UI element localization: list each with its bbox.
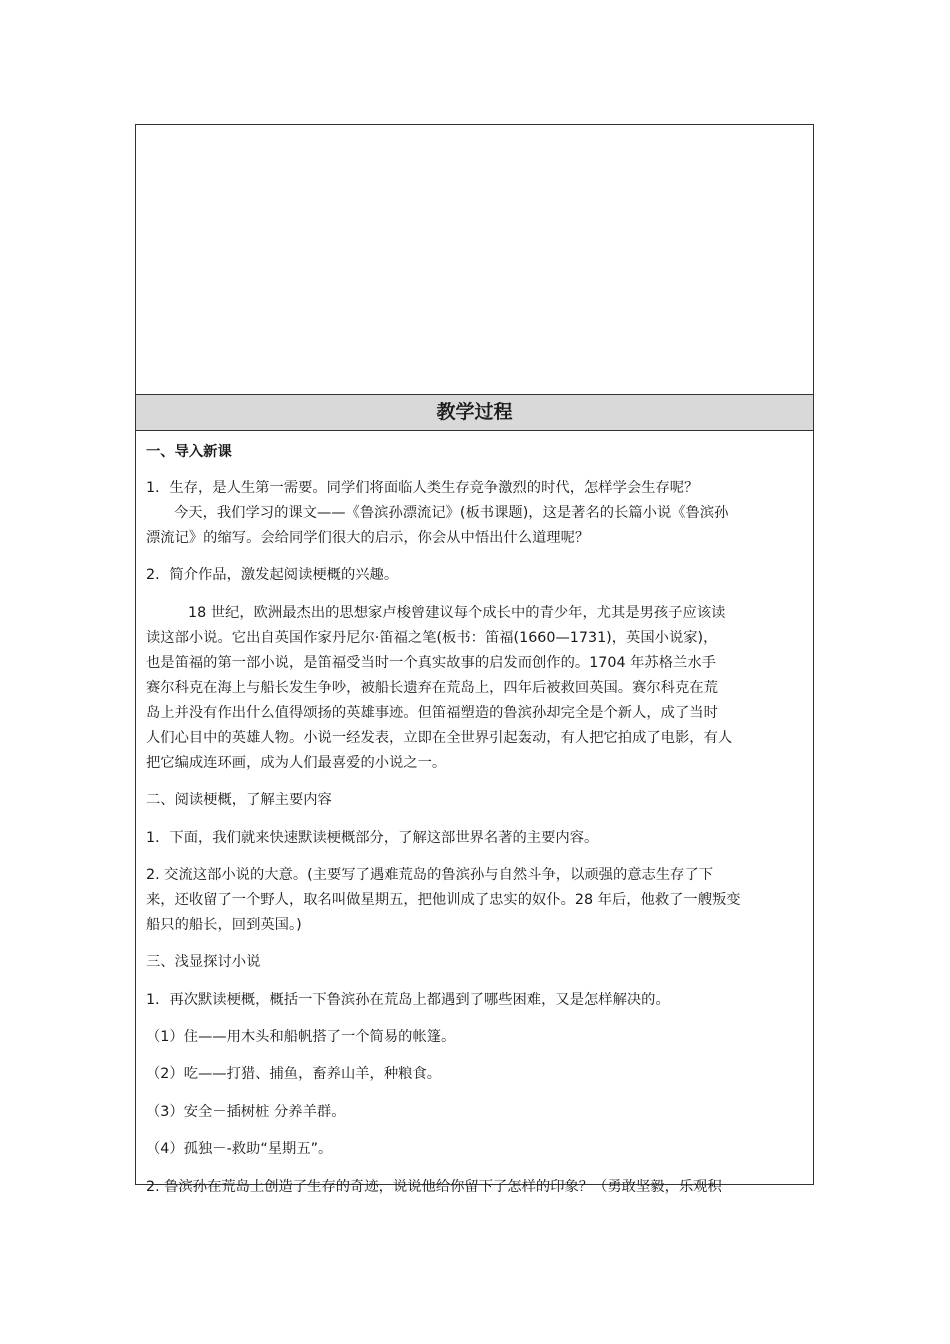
paragraph: 1．再次默读梗概，概括一下鲁滨孙在荒岛上都遇到了哪些困难，又是怎样解决的。 [146, 992, 670, 1008]
list-item: （2）吃——打猎、捕鱼，畜养山羊，种粮食。 [146, 1066, 442, 1082]
paragraph: 漂流记》的缩写。会给同学们很大的启示，你会从中悟出什么道理呢？ [146, 530, 590, 546]
paragraph: 读这部小说。它出自英国作家丹尼尔·笛福之笔(板书：笛福(1660—1731)，英国小说家)， [146, 630, 718, 646]
heading-intro: 一、导入新课 [146, 444, 232, 460]
paragraph: 人们心目中的英雄人物。小说一经发表，立即在全世界引起轰动，有人把它拍成了电影，有人 [146, 730, 733, 746]
list-item: （3）安全－插树桩 分养羊群。 [146, 1104, 346, 1120]
paragraph: 来，还收留了一个野人，取名叫做星期五，把他训成了忠实的奴仆。28 年后，他救了一艘叛变 [146, 892, 741, 908]
paragraph: 2. 交流这部小说的大意。(主要写了遇难荒岛的鲁滨孙与自然斗争，以顽强的意志生存了下 [146, 867, 714, 883]
blank-cell [136, 125, 813, 394]
paragraph: 岛上并没有作出什么值得颂扬的英雄事迹。但笛福塑造的鲁滨孙却完全是个新人，成了当时 [146, 705, 718, 721]
list-item: （4）孤独－-救助“星期五”。 [146, 1141, 333, 1157]
paragraph: 1．下面，我们就来快速默读梗概部分，了解这部世界名著的主要内容。 [146, 830, 599, 846]
paragraph: 把它编成连环画，成为人们最喜爱的小说之一。 [146, 755, 447, 771]
paragraph: 2．简介作品，激发起阅读梗概的兴趣。 [146, 567, 399, 583]
paragraph: 2. 鲁滨孙在荒岛上创造了生存的奇迹，说说他给你留下了怎样的印象？（勇敢坚毅，乐观积 [146, 1179, 722, 1195]
heading-discussion: 三、浅显探讨小说 [146, 954, 261, 970]
lesson-table [135, 124, 814, 1195]
section-title: 教学过程 [136, 394, 813, 431]
list-item: （1）住——用木头和船帆搭了一个简易的帐篷。 [146, 1029, 456, 1045]
paragraph: 船只的船长，回到英国。) [146, 917, 302, 933]
paragraph: 也是笛福的第一部小说，是笛福受当时一个真实故事的启发而创作的。1704 年苏格兰水手 [146, 655, 716, 671]
paragraph: 1．生存，是人生第一需要。同学们将面临人类生存竞争激烈的时代，怎样学会生存呢？ [146, 480, 699, 496]
heading-reading: 二、阅读梗概，了解主要内容 [146, 792, 332, 808]
paragraph: 今天，我们学习的课文——《鲁滨孙漂流记》(板书课题)，这是著名的长篇小说《鲁滨孙 [174, 505, 729, 521]
paragraph: 18 世纪，欧洲最杰出的思想家卢梭曾建议每个成长中的青少年，尤其是男孩子应该读 [188, 605, 726, 621]
paragraph: 赛尔科克在海上与船长发生争吵，被船长遗弃在荒岛上，四年后被救回英国。赛尔科克在荒 [146, 680, 718, 696]
